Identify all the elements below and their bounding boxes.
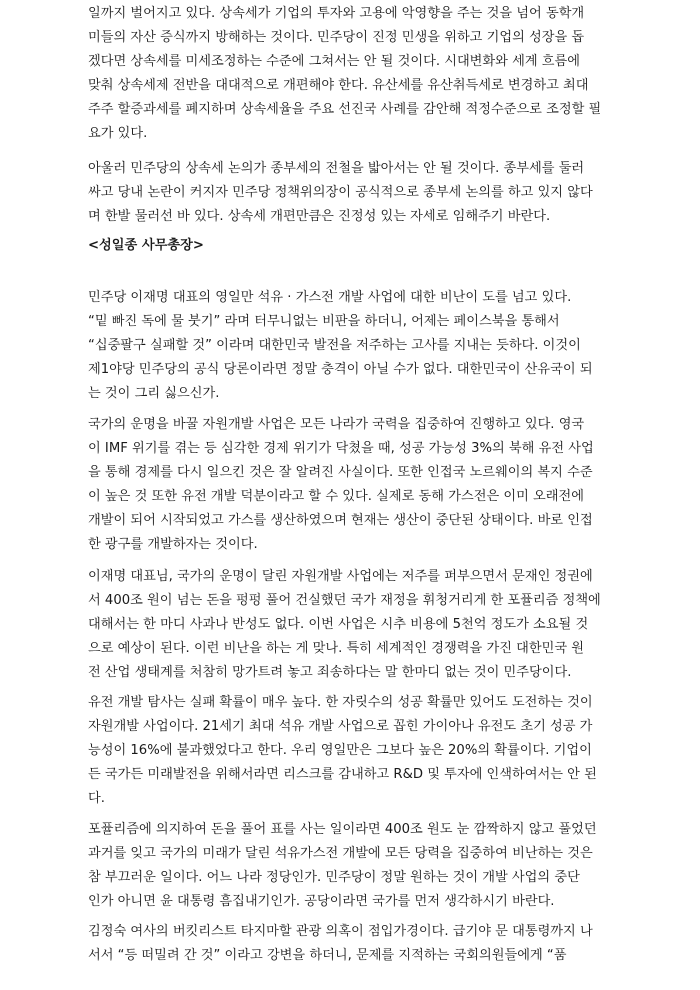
- text-line: “십중팔구 실패할 것” 이라며 대한민국 발전을 저주하는 고사를 지내는 듯하다. 이것이: [88, 338, 581, 353]
- text-line: 이 높은 것 또한 유전 개발 덕분이라고 할 수 있다. 실제로 동해 가스전은 이미 오래전에: [88, 489, 585, 504]
- section-heading: <성일종 사무총장>: [88, 238, 204, 253]
- text-line: 대해서는 한 마디 사과나 반성도 없다. 이번 사업은 시추 비용에 5천억 정도가 소요될 것: [88, 617, 589, 632]
- text-line: 요가 있다.: [88, 126, 148, 141]
- text-line: 유전 개발 탐사는 실패 확률이 매우 높다. 한 자릿수의 성공 확률만 있어도 도전하는 것이: [88, 695, 593, 710]
- paragraph-inheritance-tax-reform: [88, 2, 628, 146]
- text-line: 제1야당 민주당의 공식 당론이라면 정말 충격이 아닐 수가 없다. 대한민국이 산유국이 되: [88, 362, 593, 377]
- text-line: 싸고 당내 논란이 커지자 민주당 정책위의장이 공식적으로 종부세 논의를 하고 있지 않다: [88, 185, 593, 200]
- paragraph-oil-gas-criticism: [88, 286, 628, 406]
- text-line: 서 400조 원이 넘는 돈을 펑펑 풀어 건실했던 국가 재정을 휘청거리게 한 포퓰리즘 정책에: [88, 593, 601, 608]
- text-line: 맞춰 상속세제 전반을 대대적으로 개편해야 한다. 유산세를 유산취득세로 변경하고 최대: [88, 78, 589, 93]
- text-line: 개발이 되어 시작되었고 가스를 생산하였으며 현재는 생산이 중단된 상태이다. 바로 인접: [88, 513, 593, 528]
- paragraph-taj-mahal-allegation: [88, 920, 628, 968]
- text-line: 이재명 대표님, 국가의 운명이 달린 자원개발 사업에는 저주를 퍼부으면서 문재인 정권에: [88, 569, 593, 584]
- text-line: 전 산업 생태계를 처참히 망가트려 놓고 죄송하다는 말 한마디 없는 것이 민주당이다.: [88, 665, 572, 680]
- paragraph-party-criticism: [88, 818, 628, 914]
- text-line: 이 IMF 위기를 겪는 등 심각한 경제 위기가 닥쳤을 때, 성공 가능성 3%의 북해 유전 사업: [88, 441, 594, 456]
- paragraph-populism-policy: [88, 565, 628, 685]
- text-line: 일까지 벌어지고 있다. 상속세가 기업의 투자와 고용에 악영향을 주는 것을 넘어 동학개: [88, 6, 585, 21]
- paragraph-comprehensive-tax: [88, 157, 628, 229]
- text-line: 국가의 운명을 바꿀 자원개발 사업은 모든 나라가 국력을 집중하여 진행하고 있다. 영국: [88, 417, 585, 432]
- text-line: 포퓰리즘에 의지하여 돈을 풀어 표를 사는 일이라면 400조 원도 눈 깜짝하지 않고 풀었던: [88, 822, 597, 837]
- text-line: 자원개발 사업이다. 21세기 최대 석유 개발 사업으로 꼽힌 가이아나 유전도 초기 성공 가: [88, 719, 593, 734]
- text-line: 겠다면 상속세를 미세조정하는 수준에 그쳐서는 안 될 것이다. 시대변화와 세계 흐름에: [88, 54, 580, 69]
- text-line: 아울러 민주당의 상속세 논의가 종부세의 전철을 밟아서는 안 될 것이다. 종부세를 둘러: [88, 161, 585, 176]
- text-line: 는 것이 그리 싫으신가.: [88, 386, 220, 401]
- text-line: 든 국가든 미래발전을 위해서라면 리스크를 감내하고 R&D 및 투자에 인색하여서는 안 된: [88, 767, 597, 782]
- text-line: 으로 예상이 된다. 이런 비난을 하는 게 맞나. 특히 세계적인 경쟁력을 가진 대한민국 원: [88, 641, 585, 656]
- paragraph-resource-development: [88, 413, 628, 557]
- text-line: 과거를 잊고 국가의 미래가 달린 석유가스전 개발에 모든 당력을 집중하여 비난하는 것은: [88, 846, 593, 861]
- text-line: 참 부끄러운 일이다. 어느 나라 정당인가. 민주당이 정말 원하는 것이 개발 사업의 중단: [88, 870, 580, 885]
- text-line: 인가 아니면 윤 대통령 흠집내기인가. 공당이라면 국가를 먼저 생각하시기 바란다.: [88, 894, 555, 909]
- text-line: 다.: [88, 791, 105, 806]
- text-line: 민주당 이재명 대표의 영일만 석유 · 가스전 개발 사업에 대한 비난이 도를 넘고 있다.: [88, 290, 572, 305]
- paragraph-exploration-risk: [88, 691, 628, 811]
- text-line: 며 한발 물러선 바 있다. 상속세 개편만큼은 진정성 있는 자세로 임해주기 바란다.: [88, 209, 551, 224]
- text-line: 한 광구를 개발하자는 것이다.: [88, 537, 258, 552]
- text-line: 서서 “등 떠밀려 간 것” 이라고 강변을 하더니, 문제를 지적하는 국회의원들에게 “품: [88, 948, 567, 963]
- text-line: “밑 빠진 독에 물 붓기” 라며 터무니없는 비판을 하더니, 어제는 페이스북을 통해서: [88, 314, 560, 329]
- text-line: 을 통해 경제를 다시 일으킨 것은 잘 알려진 사실이다. 또한 인접국 노르웨이의 복지 수준: [88, 465, 593, 480]
- text-line: 주주 할증과세를 폐지하며 상속세율을 주요 선진국 사례를 감안해 적정수준으로 조정할 필: [88, 102, 602, 117]
- text-line: 능성이 16%에 불과했었다고 한다. 우리 영일만은 그보다 높은 20%의 확률이다. 기업이: [88, 743, 592, 758]
- text-line: 미들의 자산 증식까지 방해하는 것이다. 민주당이 진정 민생을 위하고 기업의 성장을 돕: [88, 30, 585, 45]
- text-line: 김정숙 여사의 버킷리스트 타지마할 관광 의혹이 점입가경이다. 급기야 문 대통령까지 나: [88, 924, 593, 939]
